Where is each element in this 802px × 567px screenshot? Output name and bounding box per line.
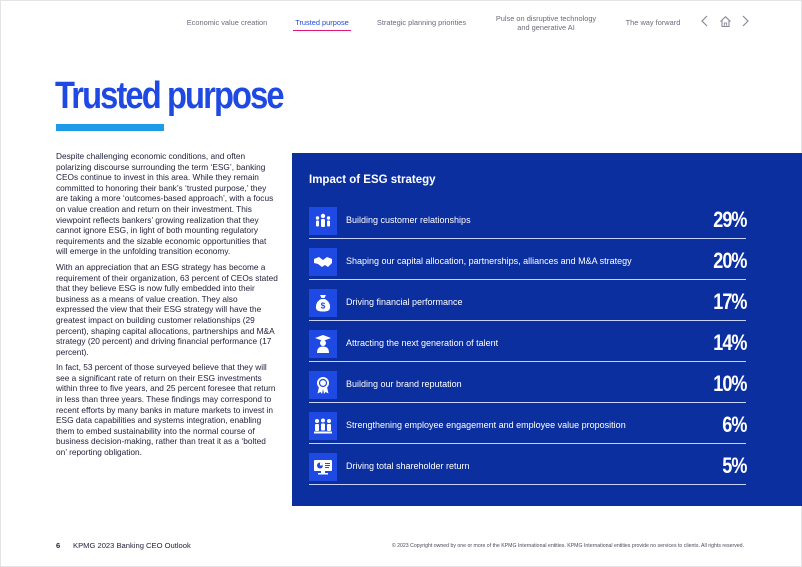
esg-impact-panel <box>292 153 802 506</box>
esg-row-employee-engagement <box>309 410 746 444</box>
title-accent-bar <box>56 124 164 131</box>
nav-pulse-disruptive-technology[interactable] <box>491 14 601 32</box>
esg-row-label: Driving financial performance <box>346 297 463 307</box>
esg-row-value: 10% <box>712 371 746 396</box>
people-group-icon <box>309 207 337 235</box>
monitor-chart-icon <box>309 453 337 481</box>
esg-row-value: 5% <box>721 453 746 478</box>
handshake-icon <box>309 248 337 276</box>
esg-row-value: 17% <box>712 289 746 314</box>
esg-panel-title: Impact of ESG strategy <box>309 174 436 186</box>
esg-row-capital-allocation <box>309 246 746 280</box>
esg-row-value: 6% <box>721 412 746 437</box>
nav-strategic-planning-priorities[interactable]: Strategic planning priorities <box>376 18 467 27</box>
award-badge-icon <box>309 371 337 399</box>
body-paragraph: With an appreciation that an ESG strategy has become a requirement of their organization, 63 percent of CEOs stated that they believe ESG is now fully embedded into their business as a means of value creation. They also expressed the view that their ESG strategy will have the greatest impact on building customer relationships (29 percent), shaping capital allocations, partnerships and M&A strategy (20 percent) and driving financial performance (17 percent). <box>56 261 278 357</box>
home-icon[interactable] <box>718 15 732 29</box>
esg-row-brand-reputation <box>309 369 746 403</box>
nav-pulse-line2: and generative AI <box>517 23 575 32</box>
esg-row-financial-performance <box>309 287 746 321</box>
team-engagement-icon <box>309 412 337 440</box>
esg-row-value: 29% <box>712 207 746 232</box>
esg-row-label: Building our brand reputation <box>346 379 462 389</box>
publication-name: KPMG 2023 Banking CEO Outlook <box>73 541 191 550</box>
body-paragraph: In fact, 53 percent of those surveyed believe that they will see a significant rate of return on their ESG investments within three to five years, and 25 percent foresee that return in less than three years. These findings may correspond to recent efforts by many banks in mature markets to invest in ESG data capabilities and systems integration, enabling them to embed sustainability into the normal course of business decision-making, rather than treat it as a ‘bolted on’ reporting obligation. <box>56 362 276 458</box>
esg-row-shareholder-return <box>309 451 746 485</box>
esg-row-label: Driving total shareholder return <box>346 461 470 471</box>
top-nav <box>1 1 802 41</box>
body-paragraph: Despite challenging economic conditions, and often polarizing discourse surrounding the term ‘ESG’, banking CEOs continue to invest in this area. While they remain committed to honoring their bank’s ‘trusted purpose,’ they are taking a more ‘outcomes-based approach’, with a focus on value creation and return on their investment. This viewpoint reflects bankers’ growing realization that they cannot ignore ESG, in light of both mounting regulatory requirements and the sizable economic opportunities that will emerge in the unfolding transition economy. <box>56 151 274 257</box>
money-bag-icon <box>309 289 337 317</box>
active-tab-underline <box>293 30 351 31</box>
nav-trusted-purpose-label: Trusted purpose <box>295 18 349 27</box>
esg-row-label: Building customer relationships <box>346 215 471 225</box>
nav-economic-value-creation[interactable]: Economic value creation <box>186 18 268 27</box>
esg-row-label: Shaping our capital allocation, partnerships, alliances and M&A strategy <box>346 256 632 266</box>
esg-row-value: 20% <box>712 248 746 273</box>
chevron-right-icon[interactable] <box>738 15 752 29</box>
esg-row-label: Strengthening employee engagement and employee value proposition <box>346 420 626 430</box>
esg-row-value: 14% <box>712 330 746 355</box>
page-number: 6 <box>56 541 61 550</box>
body-text <box>56 151 278 463</box>
esg-row-label: Attracting the next generation of talent <box>346 338 499 348</box>
graduate-icon <box>309 330 337 358</box>
esg-row-next-generation-talent <box>309 328 746 362</box>
esg-row-customer-relationships <box>309 205 746 239</box>
nav-trusted-purpose[interactable] <box>293 18 351 27</box>
nav-the-way-forward[interactable]: The way forward <box>625 18 681 27</box>
page-title: Trusted purpose <box>55 75 283 117</box>
svg-text:$: $ <box>320 301 326 311</box>
chevron-left-icon[interactable] <box>698 15 712 29</box>
copyright-notice: © 2023 Copyright owned by one or more of the KPMG International entities. KPMG International entities provide no services to clients. All rights reserved. <box>391 543 744 549</box>
nav-pulse-line1: Pulse on disruptive technology <box>495 14 597 23</box>
